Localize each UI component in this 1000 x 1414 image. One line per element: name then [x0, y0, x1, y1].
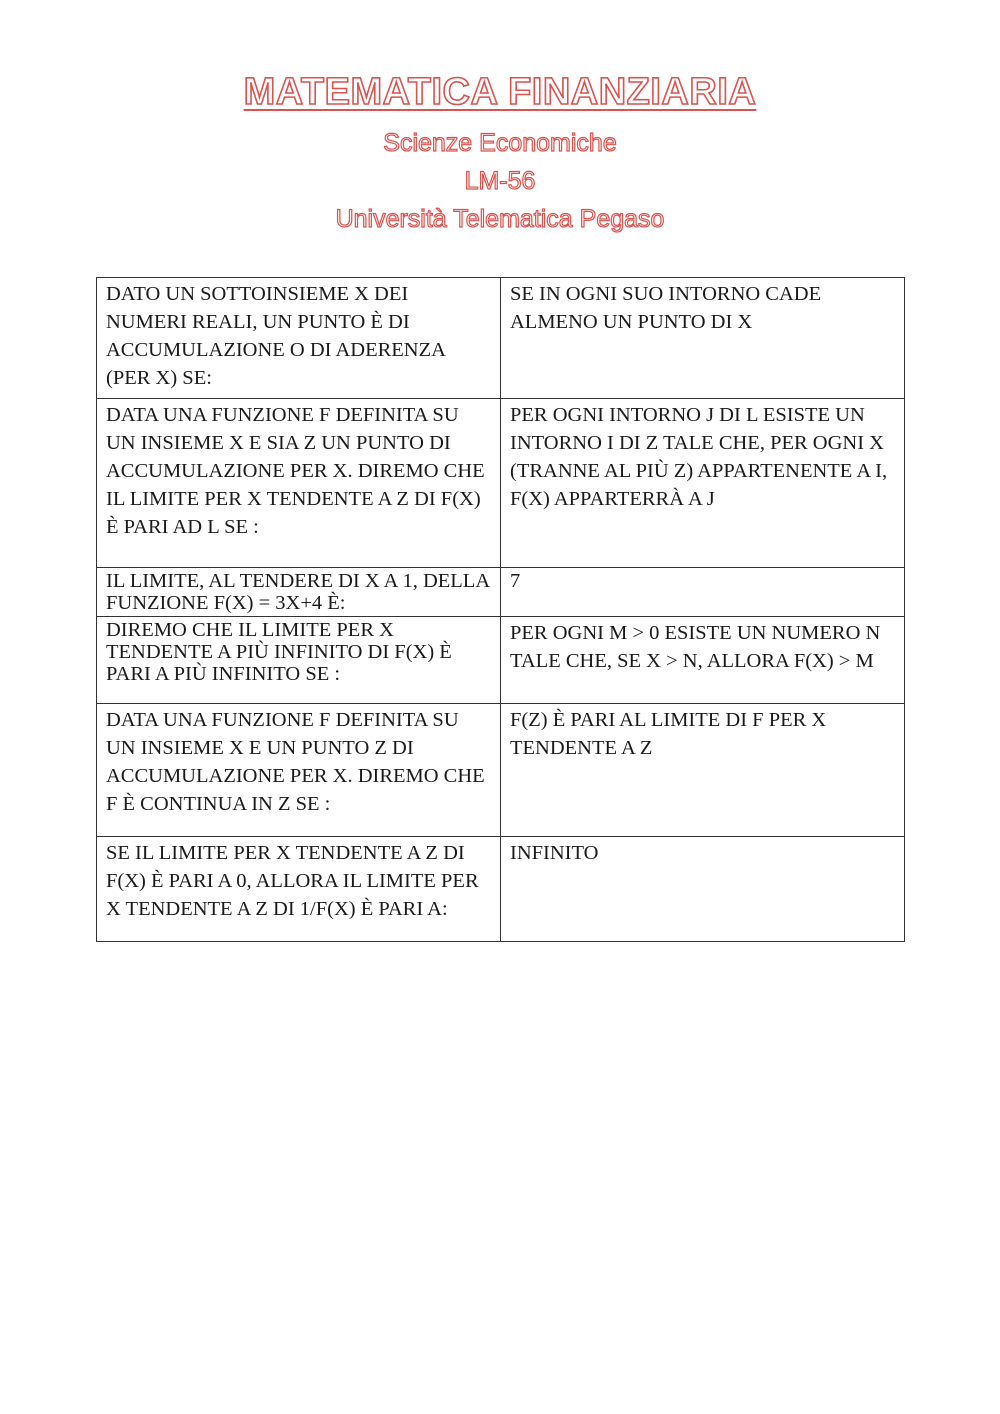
table-row — [97, 568, 905, 617]
question-cell: DIREMO CHE IL LIMITE PER X TENDENTE A PIÙ INFINITO DI F(X) È PARI A PIÙ INFINITO SE : — [97, 617, 501, 704]
table-row — [97, 704, 905, 837]
answer-cell: SE IN OGNI SUO INTORNO CADE ALMENO UN PUNTO DI X — [501, 278, 905, 399]
table-row — [97, 617, 905, 704]
answer-cell: F(Z) È PARI AL LIMITE DI F PER X TENDENTE A Z — [501, 704, 905, 837]
question-cell: DATA UNA FUNZIONE F DEFINITA SU UN INSIEME X E SIA Z UN PUNTO DI ACCUMULAZIONE PER X. DIREMO CHE IL LIMITE PER X TENDENTE A Z DI F(X) È PARI AD L SE : — [97, 399, 501, 568]
university-name: Università Telematica Pegaso — [335, 205, 665, 233]
document-title: MATEMATICA FINANZIARIA — [243, 71, 757, 113]
course-code: LM-56 — [464, 167, 536, 195]
question-cell: DATO UN SOTTOINSIEME X DEI NUMERI REALI, UN PUNTO È DI ACCUMULAZIONE O DI ADERENZA (PER X) SE: — [97, 278, 501, 399]
document-header — [0, 66, 1000, 238]
answer-cell: PER OGNI M > 0 ESISTE UN NUMERO N TALE CHE, SE X > N, ALLORA F(X) > M — [501, 617, 905, 704]
table-row — [97, 837, 905, 942]
question-cell: DATA UNA FUNZIONE F DEFINITA SU UN INSIEME X E UN PUNTO Z DI ACCUMULAZIONE PER X. DIREMO CHE F È CONTINUA IN Z SE : — [97, 704, 501, 837]
question-cell: SE IL LIMITE PER X TENDENTE A Z DI F(X) È PARI A 0, ALLORA IL LIMITE PER X TENDENTE A Z DI 1/F(X) È PARI A: — [97, 837, 501, 942]
table-row — [97, 399, 905, 568]
table-row — [97, 278, 905, 399]
answer-cell: INFINITO — [501, 837, 905, 942]
answer-cell: 7 — [501, 568, 905, 617]
question-cell: IL LIMITE, AL TENDERE DI X A 1, DELLA FUNZIONE F(X) = 3X+4 È: — [97, 568, 501, 617]
course-name: Scienze Economiche — [383, 129, 617, 157]
qa-table — [96, 277, 905, 942]
answer-cell: PER OGNI INTORNO J DI L ESISTE UN INTORNO I DI Z TALE CHE, PER OGNI X (TRANNE AL PIÙ Z) APPARTENENTE A I, F(X) APPARTERRÀ A J — [501, 399, 905, 568]
